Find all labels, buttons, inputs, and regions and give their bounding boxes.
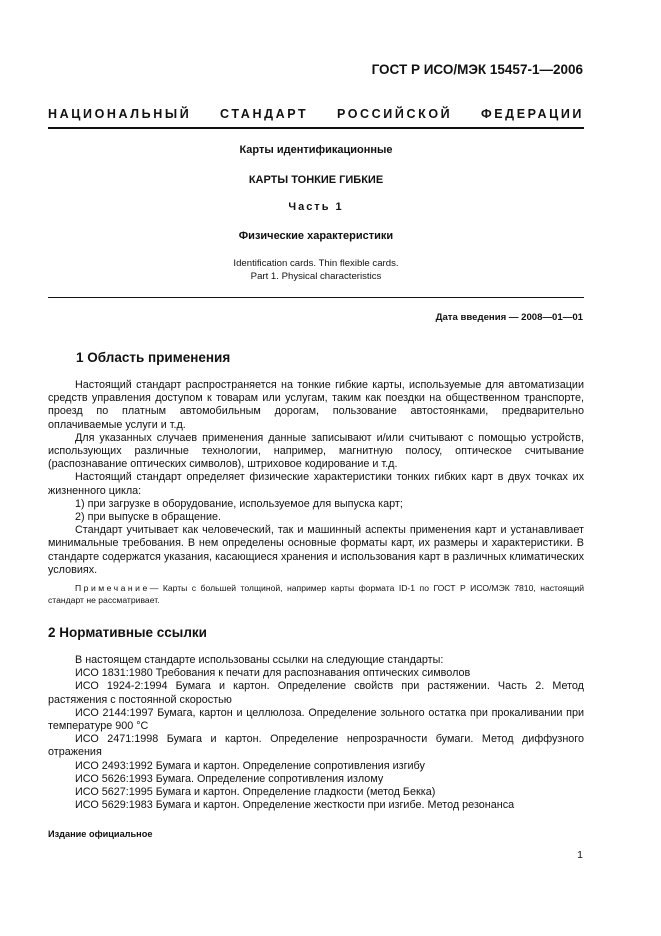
title-line-2: КАРТЫ ТОНКИЕ ГИБКИЕ <box>248 174 384 186</box>
page-number: 1 <box>577 849 583 861</box>
title-divider <box>48 297 584 298</box>
reference-item: ИСО 1924-2:1994 Бумага и картон. Определение свойств при растяжении. Часть 2. Метод растяжения с постоянной скоростью <box>48 680 584 706</box>
section-2-body <box>48 654 584 812</box>
standard-code: ГОСТ Р ИСО/МЭК 15457-1—2006 <box>371 62 583 77</box>
reference-item: ИСО 2493:1992 Бумага и картон. Определение сопротивления изгибу <box>75 759 425 772</box>
paragraph: Стандарт учитывает как человеческий, так и машинный аспекты применения карт и устанавливает минимальные требования. В нем определены основные форматы карт, их размеры и характеристики. В стандарте содержатся указания, касающиеся хранения и использования карт в различных климатических условиях. <box>48 524 584 576</box>
reference-item: ИСО 2471:1998 Бумага и картон. Определение непрозрачности бумаги. Метод диффузного отражения <box>48 733 584 759</box>
section-1-note <box>48 582 584 606</box>
english-title-line-1: Identification cards. Thin flexible cards. <box>233 258 399 269</box>
reference-item: ИСО 5626:1993 Бумага. Определение сопротивления излому <box>75 772 384 785</box>
list-item: 2) при выпуске в обращение. <box>75 511 222 524</box>
national-standard-banner: НАЦИОНАЛЬНЫЙ СТАНДАРТ РОССИЙСКОЙ ФЕДЕРАЦИИ <box>48 107 584 121</box>
reference-item: ИСО 5627:1995 Бумага и картон. Определение гладкости (метод Бекка) <box>75 786 436 799</box>
paragraph: Настоящий стандарт распространяется на тонкие гибкие карты, используемые для автоматизации средств управления доступом к товарам или услугам, таким как поездки на общественном транспорте, проезд по платным автомобильным дорогам, пользование автостоянками, предварительно оплачиваемые услуги и т.д. <box>48 379 584 431</box>
note-text: — Карты с большей толщиной, например карты формата ID-1 по ГОСТ Р ИСО/МЭК 7810, настоящий стандарт не рассматривает. <box>48 583 584 605</box>
reference-item: ИСО 2144:1997 Бумага, картон и целлюлоза. Определение зольного остатка при прокаливании при температуре 900 °С <box>48 706 584 733</box>
paragraph: В настоящем стандарте использованы ссылки на следующие стандарты: <box>75 654 444 666</box>
english-title-line-2: Part 1. Physical characteristics <box>250 271 382 282</box>
note-label: Примечание <box>75 583 150 593</box>
reference-item: ИСО 1831:1980 Требования к печати для распознавания оптических символов <box>75 667 471 680</box>
top-divider <box>48 127 584 129</box>
title-part: Часть 1 <box>288 201 344 213</box>
section-1-body <box>48 379 584 577</box>
paragraph: Настоящий стандарт определяет физические характеристики тонких гибких карт в двух точках их жизненного цикла: <box>48 471 584 497</box>
section-2-heading: 2 Нормативные ссылки <box>48 625 207 640</box>
paragraph: Для указанных случаев применения данные записывают и/или считывают с помощью устройств, использующих различные технологии, например, магнитную полосу, оптическое считывание (распознавание оптических символов), штриховое кодирование и т.д. <box>48 431 584 471</box>
title-line-1: Карты идентификационные <box>239 144 393 156</box>
reference-item: ИСО 5629:1983 Бумага и картон. Определение жесткости при изгибе. Метод резонанса <box>75 799 515 812</box>
list-item: 1) при загрузке в оборудование, используемое для выпуска карт; <box>75 497 403 510</box>
section-1-heading: 1 Область применения <box>76 350 231 365</box>
introduction-date: Дата введения — 2008—01—01 <box>435 312 583 323</box>
official-edition-label: Издание официальное <box>48 829 153 839</box>
title-subtitle: Физические характеристики <box>238 230 394 242</box>
